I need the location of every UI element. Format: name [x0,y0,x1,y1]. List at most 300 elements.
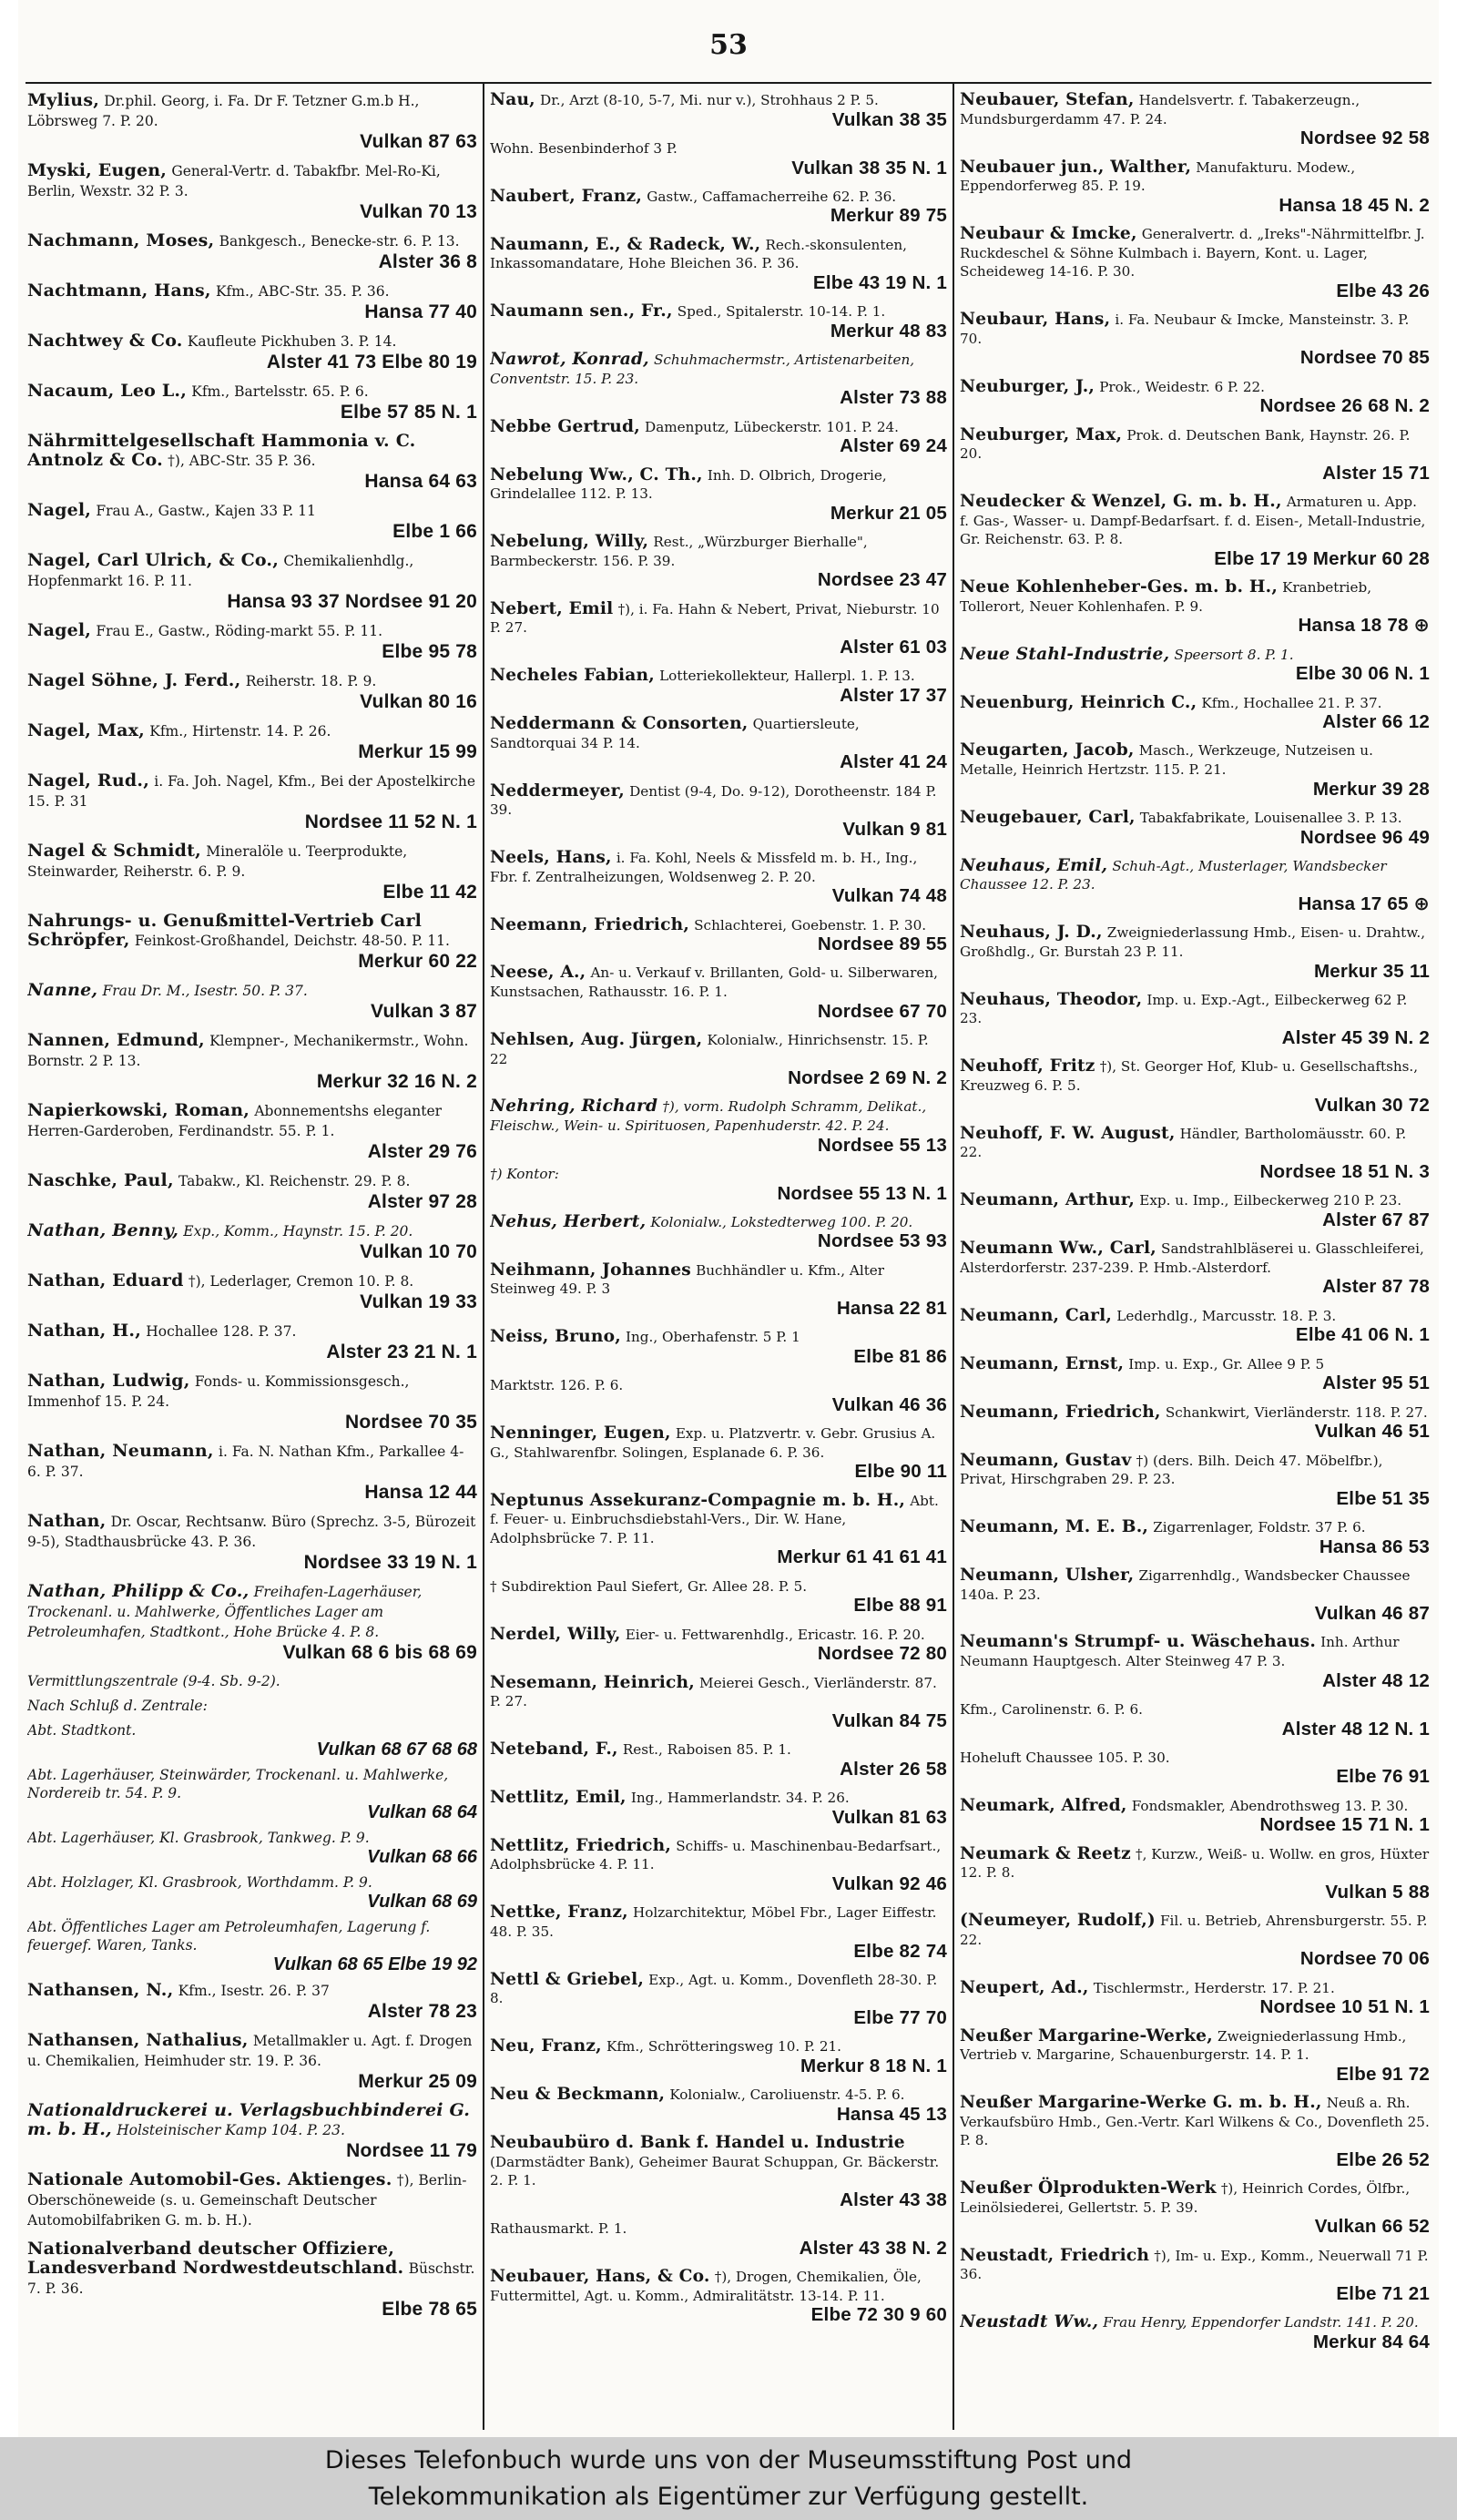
listing-name: Neumann, Gustav [960,1450,1132,1470]
listing-entry [960,1566,1430,1625]
listing-details: Kfm., Carolinenstr. 6. P. 6. [960,1700,1143,1718]
listing-name: Neese, A., [490,963,586,983]
listing-phone: Elbe 41 06 N. 1 [1295,1324,1430,1346]
footer-line-1: Dieses Telefonbuch wurde uns von der Museumsstiftung Post und [324,2446,1133,2474]
listing-name: Neue Stahl-Industrie, [960,644,1170,664]
listing-phone: Alster 66 12 [1322,711,1430,733]
listing-phone: Elbe 43 26 [1336,280,1430,301]
listing-details: Abt. f. Feuer- u. Einbruchsdiebstahl-Vers., Dir. W. Hane, Adolphsbrücke 7. P. 11. [490,1492,939,1546]
listing-phone: Nordsee 18 51 N. 3 [1259,1161,1430,1182]
listing-name: Neumann's Strumpf- u. Wäschehaus. [960,1632,1317,1652]
listing-details: Quartiersleute, Sandtorquai 34 P. 14. [490,716,860,751]
listing-phone: Alster 23 21 N. 1 [326,1342,477,1362]
listing-phone: Alster 26 58 [840,1758,947,1780]
listing-name: Neuhaus, Theodor, [960,989,1143,1009]
listing-name: Nathan, Neumann, [27,1441,214,1461]
listing-details: Damenputz, Lübeckerstr. 101. P. 24. [645,418,899,435]
listing-details: Handelsvertr. f. Tabakerzeugn., Mundsburgerdamm 47. P. 24. [960,92,1360,128]
listing-name: Nagel, [27,500,92,520]
listing-phone: Vulkan 66 52 [1314,2216,1430,2238]
listing-entry [27,621,477,662]
listing-name: Nahrungs- u. Genußmittel-Vertrieb Carl Schröpfer, [27,911,423,950]
listing-entry [960,991,1430,1049]
listing-details: Freihafen-Lagerhäuser, Trockenanl. u. Mahlwerke, Öffentliches Lager am Petroleumhafen, Stadtkont., Hohe Brücke 4. P. 8. [27,1584,423,1640]
listing-phone: Alster 97 28 [367,1191,477,1212]
listing-phone: Vulkan 38 35 N. 1 [791,157,947,179]
listing-details: †), Im- u. Exp., Komm., Neuerwall 71 P. 36. [960,2247,1429,2283]
listing-entry [960,1797,1430,1836]
listing-details: Bankgesch., Benecke-str. 6. P. 13. [219,233,460,250]
listing-details: Dentist (9-4, Do. 9-12), Dorotheenstr. 184 P. 39. [490,782,937,819]
listing-entry [960,1749,1430,1788]
subentry-phone: Vulkan 68 65 Elbe 19 92 [272,1954,477,1974]
listing-entry [490,964,947,1022]
listing-name: Nachtwey & Co. [27,331,183,351]
listing-entry [960,923,1430,982]
listing-entry [490,1971,947,2029]
listing-details: Hochallee 128. P. 37. [146,1323,297,1340]
listing-details: Schlachterei, Goebenstr. 1. P. 30. [694,916,927,934]
listing-details: Abonnementshs eleganter Herren-Garderoben, Ferdinandstr. 55. P. 1. [27,1103,443,1139]
listing-details: †), vorm. Rudolph Schramm, Delikat., Fleischw., Wein- u. Spirituosen, Papenhuderstr. 42. P. 24. [490,1098,927,1135]
listing-name: Neubaur, Hans, [960,310,1111,330]
listing-entry [960,578,1430,637]
listing-entry [27,771,477,832]
listing-name: Neustadt, Friedrich [960,2245,1150,2265]
listing-entry [27,721,477,762]
listing-phone: Alster 41 24 [840,751,947,773]
listing-phone: Alster 73 88 [840,387,947,409]
listing-entry [960,1518,1430,1557]
listing-subentry [27,1766,477,1822]
listing-name: Neuhoff, F. W. August, [960,1123,1176,1143]
listing-phone: Merkur 89 75 [830,205,947,227]
listing-name: Nebelung Ww., C. Th., [490,464,703,485]
listing-name: Neumann, Friedrich, [960,1402,1161,1422]
directory-column-3 [960,91,1430,2430]
listing-details: Lotteriekollekteur, Hallerpl. 1. P. 13. [659,668,915,685]
listing-name: Nebbe Gertrud, [490,416,640,436]
listing-phone: Alster 43 38 N. 2 [799,2237,947,2259]
listing-phone: Elbe 71 21 [1336,2282,1430,2304]
listing-details: Kaufleute Pickhuben 3. P. 14. [187,333,397,350]
listing-phone: Vulkan 92 46 [831,1873,947,1895]
listing-name: Neuenburg, Heinrich C., [960,692,1197,712]
listing-details: Ing., Hammerlandstr. 34. P. 26. [630,1789,850,1806]
listing-details: Eier- u. Fettwarenhdlg., Ericastr. 16. P. 20. [625,1626,925,1643]
listing-name: Myski, Eugen, [27,160,168,180]
listing-entry [490,466,947,525]
listing-phone: Hansa 64 63 [364,471,477,492]
listing-details: Inh. Arthur Neumann Hauptgesch. Alter Steinweg 47 P. 3. [960,1634,1400,1670]
listing-name: Mylius, [27,91,100,110]
listing-name: Nagel, Carl Ulrich, & Co., [27,550,280,570]
subentry-text: Abt. Öffentliches Lager am Petroleumhafen, Lagerung f. feuergef. Waren, Tanks. [27,1919,431,1954]
listing-details: †), Heinrich Cordes, Ölfbr., Leinölsiederei, Gellertstr. 5. P. 39. [960,2180,1411,2216]
listing-phone: Elbe 11 42 [382,882,477,903]
listing-entry [490,1740,947,1780]
listing-details: Frau A., Gastw., Kajen 33 P. 11 [96,503,316,519]
listing-name: Neumark & Reetz [960,1843,1131,1863]
listing-details: Kranbetrieb, Tollerort, Neuer Kohlenhafen. P. 9. [960,579,1372,615]
listing-name: Neumann, Ulsher, [960,1565,1135,1585]
listing-name: Neupert, Ad., [960,1977,1089,1997]
listing-name: Nawrot, Konrad, [490,350,649,370]
listing-entry [27,91,477,152]
listing-details: Dr. Oscar, Rechtsanw. Büro (Sprechz. 3-5, Bürozeit 9-5), Stadthausbrücke 43. P. 36. [27,1514,476,1550]
listing-entry [490,782,947,841]
listing-details: Händler, Bartholomäusstr. 60. P. 22. [960,1125,1407,1161]
listing-phone: Elbe 82 74 [853,1940,947,1962]
listing-details: Meierei Gesch., Vierländerstr. 87. P. 27. [490,1674,937,1710]
archive-notice-footer [0,2437,1457,2520]
listing-entry [490,188,947,227]
listing-entry [27,432,477,492]
listing-details: Schankwirt, Vierländerstr. 118. P. 27. [1165,1403,1428,1421]
subentry-text: Abt. Lagerhäuser, Steinwärder, Trockenanl. u. Mahlwerke, Nordereib tr. 54. P. 9. [27,1767,449,1801]
listing-entry [490,351,947,409]
subentry-phone: Vulkan 68 69 [367,1892,477,1912]
listing-entry [960,2313,1430,2352]
listing-details: Kfm., Hochallee 21. P. 37. [1201,694,1382,711]
listing-phone: Alster 48 12 N. 1 [1281,1718,1430,1740]
listing-details: Inh. D. Olbrich, Drogerie, Grindelallee 112. P. 13. [490,466,887,503]
listing-phone: Alster 29 76 [367,1141,477,1162]
listing-name: Naumann, E., & Radeck, W., [490,234,761,254]
listing-details: Kolonialw., Hinrichsenstr. 15. P. 22 [490,1031,929,1067]
listing-phone: Merkur 15 99 [358,741,477,762]
listing-details: General-Vertr. d. Tabakfbr. Mel-Ro-Ki, Berlin, Wexstr. 32 P. 3. [27,163,441,199]
listing-phone: Elbe 76 91 [1336,1766,1430,1788]
listing-entry [27,1442,477,1503]
listing-details: Kfm., Hirtenstr. 14. P. 26. [149,723,331,740]
listing-phone: Alster 48 12 [1322,1669,1430,1691]
listing-entry [490,139,947,179]
listing-name: Neußer Margarine-Werke, [960,2025,1213,2046]
listing-phone: Hansa 45 13 [836,2103,947,2125]
listing-name: Neußer Ölprodukten-Werk [960,2178,1217,2199]
listing-entry [490,916,947,955]
listing-details: Neuß a. Rh. Verkaufsbüro Hmb., Gen.-Vertr. Karl Wilkens & Co., Dovenfleth 25. P. 8. [960,2095,1430,2149]
listing-subentry [27,1918,477,1974]
listing-phone: Vulkan 3 87 [371,1001,477,1022]
listing-name: Neumann, M. E. B., [960,1517,1149,1537]
listing-name: Neiss, Bruno, [490,1327,621,1347]
listing-name: Neemann, Friedrich, [490,914,690,934]
listing-details: Frau Henry, Eppendorfer Landstr. 141. P. 20. [1103,2314,1419,2331]
column-divider-2 [953,84,954,2430]
listing-name: Neuhoff, Fritz [960,1056,1095,1076]
listing-name: Neteband, F., [490,1740,618,1760]
listing-phone: Hansa 18 78 ⊕ [1298,615,1430,637]
listing-entry [27,551,477,612]
listing-name: Nebelung, Willy, [490,532,649,552]
listing-entry [27,1101,477,1162]
listing-phone: Merkur 39 28 [1312,778,1430,800]
listing-entry [490,849,947,907]
listing-details: Klempner-, Mechanikermstr., Wohn. Bornstr. 2 P. 13. [27,1033,469,1069]
listing-phone: Elbe 26 52 [1336,2148,1430,2170]
listing-name: Nettke, Franz, [490,1903,628,1923]
listing-details: Tabakfabrikate, Louisenallee 3. P. 13. [1139,809,1402,826]
listing-entry [490,533,947,591]
listing-name: Nehlsen, Aug. Jürgen, [490,1029,703,1049]
listing-name: Neuhaus, Emil, [960,855,1108,875]
listing-entry [490,1492,947,1568]
listing-entry [490,1328,947,1367]
listing-entry [960,1979,1430,2018]
listing-phone: Vulkan 30 72 [1314,1094,1430,1116]
listing-phone: Elbe 95 78 [382,641,477,662]
listing-name: Nettlitz, Friedrich, [490,1835,672,1855]
listing-name: Naumann sen., Fr., [490,301,673,321]
listing-phone: Alster 67 87 [1322,1209,1430,1230]
listing-entry [960,2179,1430,2238]
listing-name: Nanne, [27,980,98,1000]
listing-details: Fonds- u. Kommissionsgesch., Immenhof 15. P. 24. [27,1373,410,1410]
listing-entry [27,2239,477,2320]
footer-line-2: Telekommunikation als Eigentümer zur Verfügung gestellt. [368,2483,1089,2511]
listing-entry [490,2086,947,2125]
listing-name: Necheles Fabian, [490,666,655,686]
listing-entry [27,501,477,542]
directory-column-2 [490,91,947,2430]
listing-entry [960,1700,1430,1740]
listing-name: Nehus, Herbert, [490,1211,647,1231]
listing-entry [960,1307,1430,1346]
listing-details: Dr.phil. Georg, i. Fa. Dr F. Tetzner G.m.b H., Löbrsweg 7. P. 20. [27,93,420,129]
listing-name: Neumann Ww., Carl, [960,1239,1156,1259]
listing-phone: Elbe 77 70 [853,2007,947,2029]
listing-details: †), Drogen, Chemikalien, Öle, Futtermittel, Agt. u. Komm., Admiralitätstr. 13-14. P. 11. [490,2269,922,2304]
listing-details: Sandstrahlbläserei u. Glasschleiferei, Alsterdorferstr. 237-239. P. Hmb.-Alsterdorf. [960,1240,1424,1276]
listing-entry [960,378,1430,417]
listing-name: Neubaur & Imcke, [960,224,1137,243]
listing-subentry [27,1672,477,1690]
listing-entry [27,1321,477,1362]
listing-name: Neubauer jun., Walther, [960,157,1192,177]
listing-phone: Vulkan 74 48 [831,885,947,907]
listing-subentry [27,1721,477,1760]
subentry-text: Abt. Holzlager, Kl. Grasbrook, Worthdamm. P. 9. [27,1874,372,1891]
listing-name: Nesemann, Heinrich, [490,1672,695,1692]
listing-phone: Alster 36 8 [378,251,477,272]
listing-name: Nettl & Griebel, [490,1969,645,1989]
subentry-text: Nach Schluß d. Zentrale: [27,1698,208,1714]
listing-details: Kfm., ABC-Str. 35. P. 36. [215,283,390,300]
listing-subentry [27,1829,477,1867]
listing-entry [490,2134,947,2210]
listing-entry [490,1626,947,1665]
listing-phone: Merkur 32 16 N. 2 [316,1071,477,1092]
listing-phone: Nordsee 23 47 [817,569,947,591]
listing-entry [27,231,477,272]
listing-details: i. Fa. Kohl, Neels & Missfeld m. b. H., Ing., Fbr. f. Zentralheizungen, Woldsenweg 2. P. 20. [490,850,918,885]
listing-phone: Vulkan 5 88 [1325,1881,1430,1903]
listing-entry [960,1912,1430,1970]
listing-entry [27,981,477,1022]
listing-phone: Hansa 18 45 N. 2 [1279,194,1430,216]
listing-entry [960,311,1430,369]
listing-phone: Nordsee 11 52 N. 1 [304,811,477,832]
listing-details: Ing., Oberhafenstr. 5 P. 1 [626,1329,800,1346]
listing-details: Exp. u. Imp., Eilbeckerweg 210 P. 23. [1139,1192,1402,1209]
directory-column-1 [27,91,477,2430]
listing-phone: Hansa 77 40 [364,301,477,322]
listing-phone: Elbe 1 66 [392,521,477,542]
listing-details: Prok. d. Deutschen Bank, Haynstr. 26. P. 20. [960,426,1411,463]
listing-subentry [27,1873,477,1912]
listing-phone: Merkur 48 83 [830,320,947,342]
listing-name: Neugebauer, Carl, [960,807,1136,827]
listing-name: Neumark, Alfred, [960,1795,1127,1815]
page-number: 53 [709,29,748,61]
listing-phone: Nordsee 89 55 [817,934,947,955]
listing-entry [27,671,477,712]
listing-phone: Nordsee 26 68 N. 2 [1259,395,1430,417]
listing-name: Nacaum, Leo L., [27,381,188,401]
listing-phone: Alster 87 78 [1322,1276,1430,1298]
listing-phone: Vulkan 19 33 [360,1291,477,1312]
listing-phone: Merkur 8 18 N. 1 [800,2055,947,2076]
listing-phone: Nordsee 70 06 [1299,1948,1430,1970]
listing-name: Nenninger, Eugen, [490,1423,671,1444]
listing-phone: Nordsee 10 51 N. 1 [1259,1996,1430,2018]
listing-details: Rest., Raboisen 85. P. 1. [622,1741,791,1759]
listing-name: Nathan, Eduard [27,1270,184,1291]
listing-phone: Merkur 35 11 [1313,960,1430,982]
listing-entry [490,1903,947,1962]
listing-entry [960,809,1430,848]
listing-entry [960,857,1430,915]
listing-phone: Alster 41 73 Elbe 80 19 [266,352,477,372]
listing-phone: Vulkan 9 81 [842,818,947,840]
listing-phone: Nordsee 92 58 [1299,128,1430,149]
listing-phone: Nordsee 70 85 [1299,347,1430,369]
listing-entry [490,667,947,706]
listing-details: Armaturen u. App. f. Gas-, Wasser- u. Dampf-Bedarfsart. f. d. Eisen-, Metall-Industrie, Gr. Reichenstr. 63. P. 8. [960,494,1426,548]
listing-name: Nachtmann, Hans, [27,281,211,301]
listing-name: Neddermann & Consorten, [490,714,749,734]
listing-name: Neumann, Ernst, [960,1353,1125,1373]
listing-name: Nathan, [27,1511,107,1531]
listing-entry [960,225,1430,301]
listing-phone: Nordsee 53 93 [817,1230,947,1252]
listing-entry [490,302,947,342]
listing-phone: Vulkan 84 75 [831,1709,947,1731]
listing-entry [27,161,477,222]
listing-entry [27,1981,477,2022]
listing-phone: Merkur 84 64 [1312,2331,1430,2352]
listing-phone: Nordsee 55 13 [817,1134,947,1156]
listing-details: †), St. Georger Hof, Klub- u. Gesellschaftshs., Kreuzweg 6. P. 5. [960,1058,1419,1094]
listing-details: Kfm., Isestr. 26. P. 37 [178,1983,330,1999]
listing-phone: Vulkan 68 6 bis 68 69 [282,1642,477,1663]
listing-phone: Nordsee 33 19 N. 1 [303,1552,477,1573]
listing-name: Nährmittelgesellschaft Hammonia v. C. Antnolz & Co. [27,431,416,470]
listing-details: (Darmstädter Bank), Geheimer Baurat Schuppan, Gr. Bäckerstr. 2. P. 1. [490,2153,940,2189]
listing-name: Nationale Automobil-Ges. Aktienges. [27,2169,392,2189]
listing-details: Tabakw., Kl. Reichenstr. 29. P. 8. [178,1173,411,1189]
listing-details: †), i. Fa. Hahn & Nebert, Privat, Nieburstr. 10 P. 27. [490,600,940,637]
listing-phone: Merkur 61 41 61 41 [777,1546,947,1568]
listing-details: Rathausmarkt. P. 1. [490,2220,627,2238]
listing-entry [490,600,947,658]
listing-phone: Alster 61 03 [840,636,947,658]
listing-phone: Elbe 30 06 N. 1 [1295,663,1430,685]
listing-details: Mineralöle u. Teerprodukte, Steinwarder, Reiherstr. 6. P. 9. [27,843,408,880]
listing-name: Nationaldruckerei u. Verlagsbuchbinderei G. m. b. H., [27,2100,471,2139]
listing-details: Sped., Spitalerstr. 10-14. P. 1. [677,303,886,321]
listing-name: Nagel, Max, [27,720,145,740]
listing-phone: Nordsee 2 69 N. 2 [788,1067,947,1089]
listing-name: Nagel, Rud., [27,770,150,791]
listing-details: i. Fa. Joh. Nagel, Kfm., Bei der Apostelkirche 15. P. 31 [27,773,476,810]
listing-entry [27,1221,477,1262]
listing-name: Neptunus Assekuranz-Compagnie m. b. H., [490,1490,906,1510]
listing-entry [27,2031,477,2092]
listing-entry [27,2101,477,2161]
listing-phone: Merkur 60 22 [358,951,477,972]
listing-phone: Elbe 90 11 [854,1461,947,1483]
listing-entry [960,741,1430,800]
listing-entry [490,236,947,294]
listing-name: Neuburger, J., [960,376,1095,396]
listing-entry [960,1057,1430,1116]
listing-phone: Alster 17 37 [840,684,947,706]
listing-name: Neubauer, Hans, & Co. [490,2267,710,2287]
listing-phone: Vulkan 46 36 [831,1393,947,1415]
listing-details: Fondsmakler, Abendrothsweg 13. P. 30. [1131,1797,1409,1814]
listing-details: Kfm., Bartelsstr. 65. P. 6. [191,383,369,400]
listing-details: †), ABC-Str. 35 P. 36. [168,453,316,469]
listing-entry [960,694,1430,733]
listing-details: Manufakturu. Modew., Eppendorferweg 85. P. 19. [960,158,1356,195]
subentry-text: Abt. Lagerhäuser, Kl. Grasbrook, Tankweg. P. 9. [27,1830,370,1846]
listing-phone: Alster 15 71 [1322,462,1430,484]
listing-entry [490,1789,947,1828]
listing-name: Nau, [490,91,535,109]
listing-entry [960,1240,1430,1298]
listing-phone: Vulkan 80 16 [360,691,477,712]
listing-details: Exp., Komm., Haynstr. 15. P. 20. [183,1223,413,1240]
listing-details: Holzarchitektur, Möbel Fbr., Lager Eiffestr. 48. P. 35. [490,1904,937,1940]
listing-details: Lederhdlg., Marcusstr. 18. P. 3. [1116,1307,1337,1324]
listing-phone: Elbe 57 85 N. 1 [340,402,477,423]
listing-entry [27,1372,477,1433]
listing-entry [960,646,1430,685]
subentry-phone: Vulkan 68 66 [367,1847,477,1867]
listing-phone: Hansa 12 44 [364,1482,477,1503]
listing-details: Generalvertr. d. „Ireks"-Nährmittelfbr. J. Ruckdeschel & Söhne Kulmbach i. Bayern, Kont. u. Lager, Scheideweg 14-16. P. 30. [960,226,1425,281]
listing-name: Nathan, Philipp & Co., [27,1581,250,1601]
listing-name: Neihmann, Johannes [490,1260,691,1280]
listing-phone: Nordsee 55 13 N. 1 [777,1182,947,1204]
listing-name: Nagel, [27,620,92,640]
listing-details: Wohn. Besenbinderhof 3 P. [490,139,678,157]
listing-entry [490,2268,947,2326]
listing-entry [27,1582,477,1663]
directory-page [18,0,1439,2437]
listing-entry [490,1213,947,1252]
listing-name: Neu & Beckmann, [490,2085,666,2105]
listing-entry [27,281,477,322]
listing-phone: Elbe 81 86 [853,1345,947,1367]
listing-entry [960,1125,1430,1183]
listing-name: Nehring, Richard [490,1097,658,1117]
listing-details: Gastw., Caffamacherreihe 62. P. 36. [647,188,897,205]
listing-name: Neudecker & Wenzel, G. m. b. H., [960,492,1282,511]
